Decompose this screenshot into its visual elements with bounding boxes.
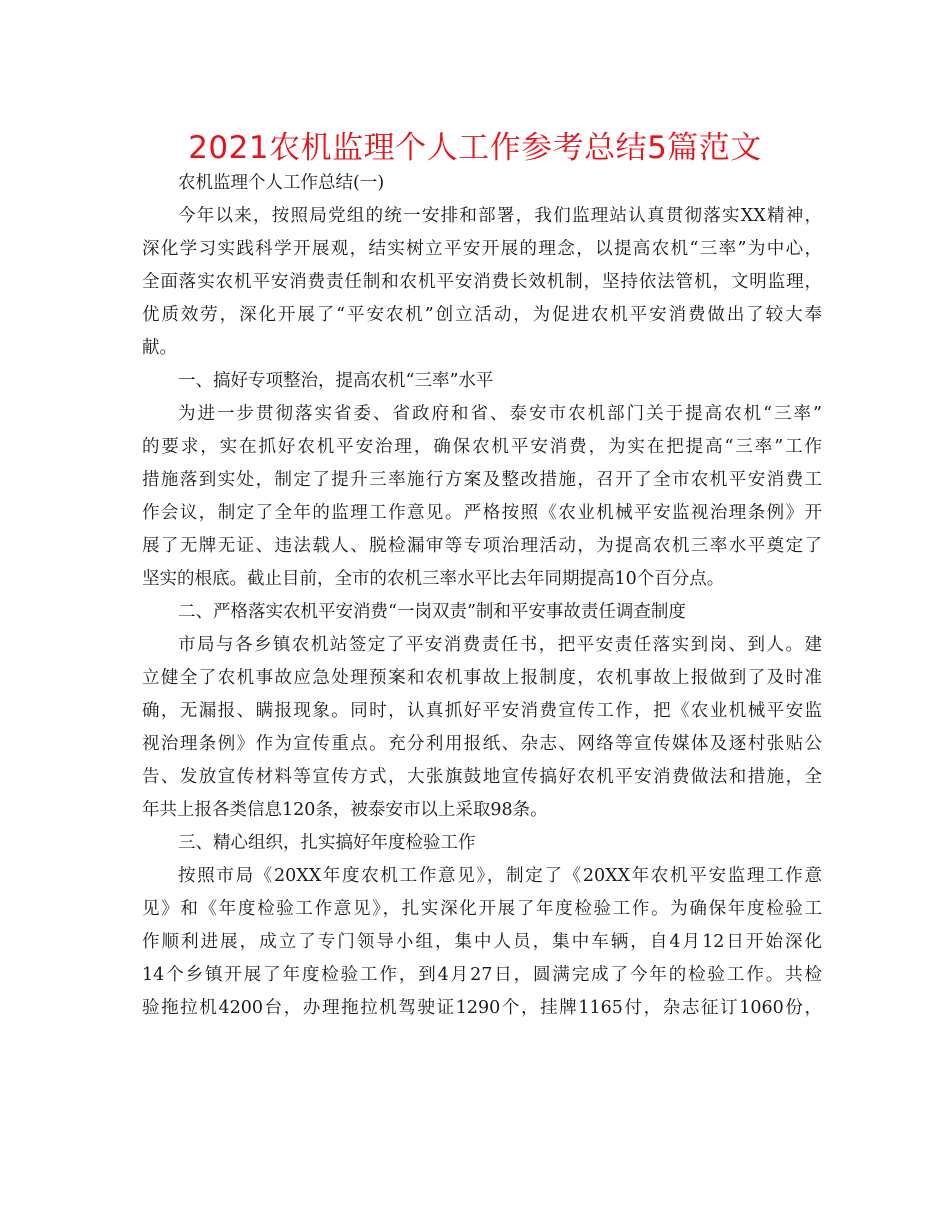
document-body — [142, 167, 822, 1025]
text-line: 三、精心组织，扎实搞好年度检验工作 — [178, 833, 476, 853]
text-line: 验拖拉机4200台，办理拖拉机驾驶证1290个，挂牌1165付，杂志征订1060份， — [142, 998, 822, 1018]
text-line: 立健全了农机事故应急处理预案和农机事故上报制度，农机事故上报做到了及时准 — [142, 668, 822, 688]
text-line: 深化学习实践科学开展观，结实树立平安开展的理念，以提高农机“三率”为中心， — [142, 239, 822, 259]
text-line: 的要求，实在抓好农机平安治理，确保农机平安消费，为实在把提高“三率”工作 — [142, 437, 822, 457]
text-line: 年共上报各类信息120条，被泰安市以上采取98条。 — [142, 800, 548, 820]
text-line: 作会议，制定了全年的监理工作意见。严格按照《农业机械平安监视治理条例》开 — [142, 503, 822, 523]
text-line: 农机监理个人工作总结(一) — [178, 173, 385, 193]
text-line: 献。 — [142, 338, 177, 358]
text-line: 市局与各乡镇农机站签定了平安消费责任书，把平安责任落实到岗、到人。建 — [178, 635, 822, 655]
text-line: 14个乡镇开展了年度检验工作，到4月27日，圆满完成了今年的检验工作。共检 — [142, 965, 822, 985]
text-line: 今年以来，按照局党组的统一安排和部署，我们监理站认真贯彻落实XX精神， — [178, 206, 822, 226]
text-line: 坚实的根底。截止目前，全市的农机三率水平比去年同期提高10个百分点。 — [142, 569, 725, 589]
text-line: 告、发放宣传材料等宣传方式，大张旗鼓地宣传搞好农机平安消费做法和措施，全 — [142, 767, 822, 787]
text-line: 为进一步贯彻落实省委、省政府和省、泰安市农机部门关于提高农机“三率” — [178, 404, 822, 424]
text-line: 展了无牌无证、违法载人、脱检漏审等专项治理活动，为提高农机三率水平奠定了 — [142, 536, 822, 556]
text-line: 优质效劳，深化开展了“平安农机”创立活动，为促进农机平安消费做出了较大奉 — [142, 305, 822, 325]
text-line: 全面落实农机平安消费责任制和农机平安消费长效机制，坚持依法管机，文明监理， — [142, 272, 822, 292]
text-line: 见》和《年度检验工作意见》，扎实深化开展了年度检验工作。为确保年度检验工 — [142, 899, 822, 919]
document-title: 2021农机监理个人工作参考总结5篇范文 — [188, 130, 762, 166]
text-line: 作顺利进展，成立了专门领导小组，集中人员，集中车辆，自4月12日开始深化 — [142, 932, 822, 952]
text-line: 视治理条例》作为宣传重点。充分利用报纸、杂志、网络等宣传媒体及逐村张贴公 — [142, 734, 822, 754]
text-line: 按照市局《20XX年度农机工作意见》，制定了《20XX年农机平安监理工作意 — [178, 866, 822, 886]
text-line: 确，无漏报、瞒报现象。同时，认真抓好平安消费宣传工作，把《农业机械平安监 — [142, 701, 822, 721]
text-line: 二、严格落实农机平安消费“一岗双责”制和平安事故责任调查制度 — [178, 602, 686, 622]
text-line: 一、搞好专项整治，提高农机“三率”水平 — [178, 371, 494, 391]
text-line: 措施落到实处，制定了提升三率施行方案及整改措施，召开了全市农机平安消费工 — [142, 470, 822, 490]
